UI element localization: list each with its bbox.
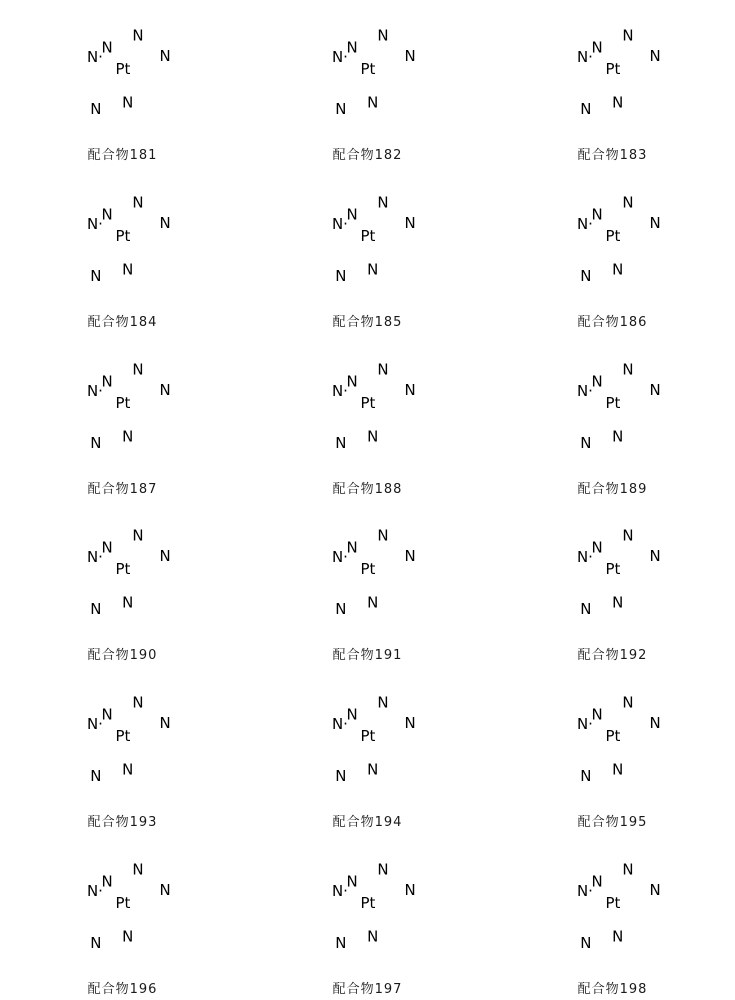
complex-label: 配合物190 [87, 648, 158, 664]
structure-diagram-198 [525, 838, 701, 980]
complex-figure-181 [0, 0, 245, 167]
structure-diagram-187 [35, 338, 211, 480]
complex-label: 配合物196 [87, 981, 158, 997]
structure-diagram-192 [525, 504, 701, 646]
complex-label: 配合物192 [577, 648, 648, 664]
complex-figure-198 [490, 833, 735, 1000]
complex-label: 配合物194 [332, 814, 403, 830]
complex-figure-195 [490, 667, 735, 834]
structure-diagram-190 [35, 504, 211, 646]
complex-label: 配合物185 [332, 314, 403, 330]
complex-label: 配合物181 [87, 148, 158, 164]
complex-label: 配合物186 [577, 314, 648, 330]
structure-diagram-193 [35, 671, 211, 813]
structure-diagram-196 [35, 838, 211, 980]
structure-diagram-183 [525, 4, 701, 146]
structure-diagram-197 [280, 838, 456, 980]
complex-figure-187 [0, 333, 245, 500]
complex-label: 配合物184 [87, 314, 158, 330]
complex-label: 配合物188 [332, 481, 403, 497]
structure-diagram-186 [525, 171, 701, 313]
complex-label: 配合物198 [577, 981, 648, 997]
structure-diagram-189 [525, 338, 701, 480]
complex-figure-192 [490, 500, 735, 667]
complex-figure-189 [490, 333, 735, 500]
complex-figure-197 [245, 833, 490, 1000]
complex-figure-188 [245, 333, 490, 500]
structure-diagram-194 [280, 671, 456, 813]
complex-label: 配合物189 [577, 481, 648, 497]
structure-diagram-182 [280, 4, 456, 146]
structure-diagram-185 [280, 171, 456, 313]
structure-diagram-181 [35, 4, 211, 146]
complex-label: 配合物182 [332, 148, 403, 164]
structure-diagram-188 [280, 338, 456, 480]
complex-label: 配合物195 [577, 814, 648, 830]
complex-figure-191 [245, 500, 490, 667]
complex-figure-194 [245, 667, 490, 834]
complex-label: 配合物193 [87, 814, 158, 830]
complex-figure-183 [490, 0, 735, 167]
complex-label: 配合物183 [577, 148, 648, 164]
complex-figure-190 [0, 500, 245, 667]
complex-label: 配合物197 [332, 981, 403, 997]
structure-diagram-191 [280, 504, 456, 646]
complex-figure-185 [245, 167, 490, 334]
complex-figure-182 [245, 0, 490, 167]
structure-diagram-184 [35, 171, 211, 313]
complex-figure-193 [0, 667, 245, 834]
complex-label: 配合物191 [332, 648, 403, 664]
complex-figure-196 [0, 833, 245, 1000]
complex-label: 配合物187 [87, 481, 158, 497]
complex-figure-184 [0, 167, 245, 334]
complex-figure-186 [490, 167, 735, 334]
structure-diagram-195 [525, 671, 701, 813]
